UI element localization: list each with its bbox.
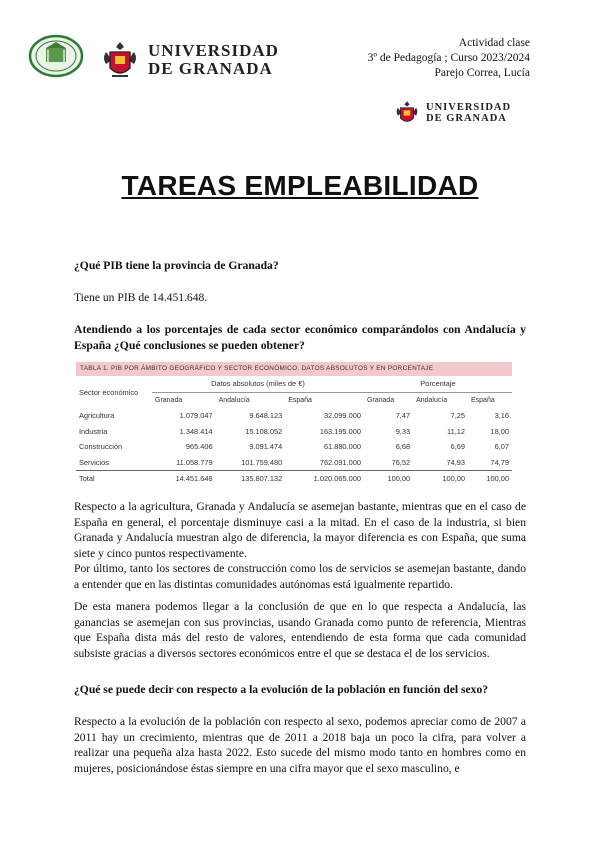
column-header: España — [470, 396, 495, 404]
junta-andalucia-seal — [28, 34, 84, 78]
activity-label: Actividad clase — [458, 37, 530, 49]
column-header: Granada — [366, 396, 395, 404]
university-crest-icon — [394, 98, 420, 128]
question-2: Atendiendo a los porcentajes de cada sector económico comparándolos con Andalucía y España ¿Qué conclusiones se pueden obtener? — [74, 323, 526, 352]
university-crest-icon — [100, 38, 140, 82]
university-name-line1: UNIVERSIDAD — [148, 41, 279, 61]
table-cell: 11,12 — [447, 426, 465, 436]
row-label: Total — [76, 471, 152, 487]
row-label: Servicios — [79, 457, 109, 467]
answer-1: Tiene un PIB de 14.451.648. — [74, 291, 208, 304]
table-cell: 9,33 — [395, 426, 411, 436]
table-caption: TABLA 1. PIB POR ÁMBITO GEOGRÁFICO Y SECTOR ECONÓMICO. DATOS ABSOLUTOS Y EN PORCENTAJE — [76, 362, 512, 376]
group-header-absolute: Datos absolutos (miles de €) — [152, 376, 364, 392]
table-cell: 965.406 — [185, 442, 213, 452]
table-cell: 6,69 — [450, 442, 465, 452]
column-header: España — [288, 396, 312, 404]
table-cell: 163.195.000 — [319, 426, 361, 436]
table-cell: 100,00 — [413, 471, 468, 487]
table-cell: 74,79 — [490, 457, 509, 467]
table-cell: 6,68 — [395, 442, 411, 452]
table-cell: 61.880.000 — [323, 442, 361, 452]
document-title: TAREAS EMPLEABILIDAD — [121, 170, 479, 201]
table-row — [76, 455, 512, 471]
gdp-table — [76, 362, 512, 487]
course-label: 3º de Pedagogía ; Curso 2023/2024 — [367, 52, 530, 64]
paragraph-2: Por último, tanto los sectores de construcción como los de servicios se asemejan bastante, dando a entender que en las distintas comunidades autónomas está igualmente repartido. — [74, 562, 526, 591]
paragraph-3: De esta manera podemos llegar a la conclusión de que en lo que respecta a Andalucía, las ganancias se asemejan con sus provincias, usando Granada como punto de referencia, Mientras que España dista más del resto de valores, entendiendo de esta forma que cada comunidad subsiste gracias a diversos sectores económicos entre el que se destaca el de los servicios. — [74, 600, 526, 660]
column-header: Andalucía — [416, 396, 448, 404]
paragraph-4: Respecto a la evolución de la población con respecto al sexo, podemos apreciar como de 2007 a 2011 hay un crecimiento, mientras que de 2011 a 2018 baja un poco la cifra, para volver a realizar una pequeña alza hasta 2022. Esto sucede del mismo modo tanto en hombres como en mujeres, posicionándose éstas siempre en una cifra mayor que el sexo masculino, e — [74, 715, 526, 775]
row-label: Industria — [79, 426, 108, 436]
column-header: Andalucía — [218, 396, 250, 404]
header-info — [368, 36, 530, 81]
table-cell: 32.099.000 — [323, 411, 361, 421]
author-label: Parejo Correa, Lucía — [434, 67, 530, 79]
university-logo — [100, 38, 279, 82]
table-cell: 135.807.132 — [216, 471, 286, 487]
table-cell: 11.058.779 — [176, 457, 213, 467]
table-cell: 100,00 — [468, 471, 512, 487]
university-name-line1: UNIVERSIDAD — [426, 101, 512, 113]
table-row — [76, 439, 512, 455]
table-cell: 9.091.474 — [249, 442, 283, 452]
university-name-line2: DE GRANADA — [426, 113, 507, 124]
table-cell: 14.451.648 — [152, 471, 216, 487]
table-cell: 9.648.123 — [249, 411, 283, 421]
row-label: Construcción — [79, 442, 123, 452]
university-name-line2: DE GRANADA — [148, 59, 273, 78]
row-header-label: Sector económico — [79, 387, 139, 397]
table-row — [76, 424, 512, 440]
table-cell: 7,47 — [395, 411, 411, 421]
table-cell: 18,00 — [490, 426, 509, 436]
table-cell: 1.020.065.000 — [285, 471, 364, 487]
university-logo-small — [394, 98, 511, 128]
question-1: ¿Qué PIB tiene la provincia de Granada? — [74, 259, 279, 272]
table-cell: 762.091.000 — [319, 457, 361, 467]
table-cell: 76,52 — [391, 457, 411, 467]
table-cell: 1.348.414 — [179, 426, 213, 436]
column-header: Granada — [155, 396, 183, 404]
table-cell: 1.079.047 — [179, 411, 213, 421]
table-cell: 3,16 — [494, 411, 509, 421]
table-cell: 100,00 — [364, 471, 413, 487]
table-cell: 15.108.052 — [245, 426, 283, 436]
table-row — [76, 408, 512, 424]
row-label: Agricultura — [79, 411, 115, 421]
table-row-total — [76, 471, 512, 487]
table-cell: 74,93 — [446, 457, 465, 467]
table-cell: 101.759.480 — [241, 457, 283, 467]
table-cell: 6,07 — [494, 442, 509, 452]
group-header-percentage: Porcentaje — [364, 376, 512, 392]
paragraph-1: Respecto a la agricultura, Granada y Andalucía se asemejan bastante, mientras que en el caso de España en general, el porcentaje disminuye casi a la mitad. En el caso de la industria, si bien Granada y Andalucía muestran algo de diferencia, la mayor diferencia es con España, que suma siete y cinco puntos respectivamente. — [74, 500, 526, 560]
question-3: ¿Qué se puede decir con respecto a la evolución de la población en función del sexo? — [74, 683, 489, 696]
table-cell: 7,25 — [450, 411, 465, 421]
